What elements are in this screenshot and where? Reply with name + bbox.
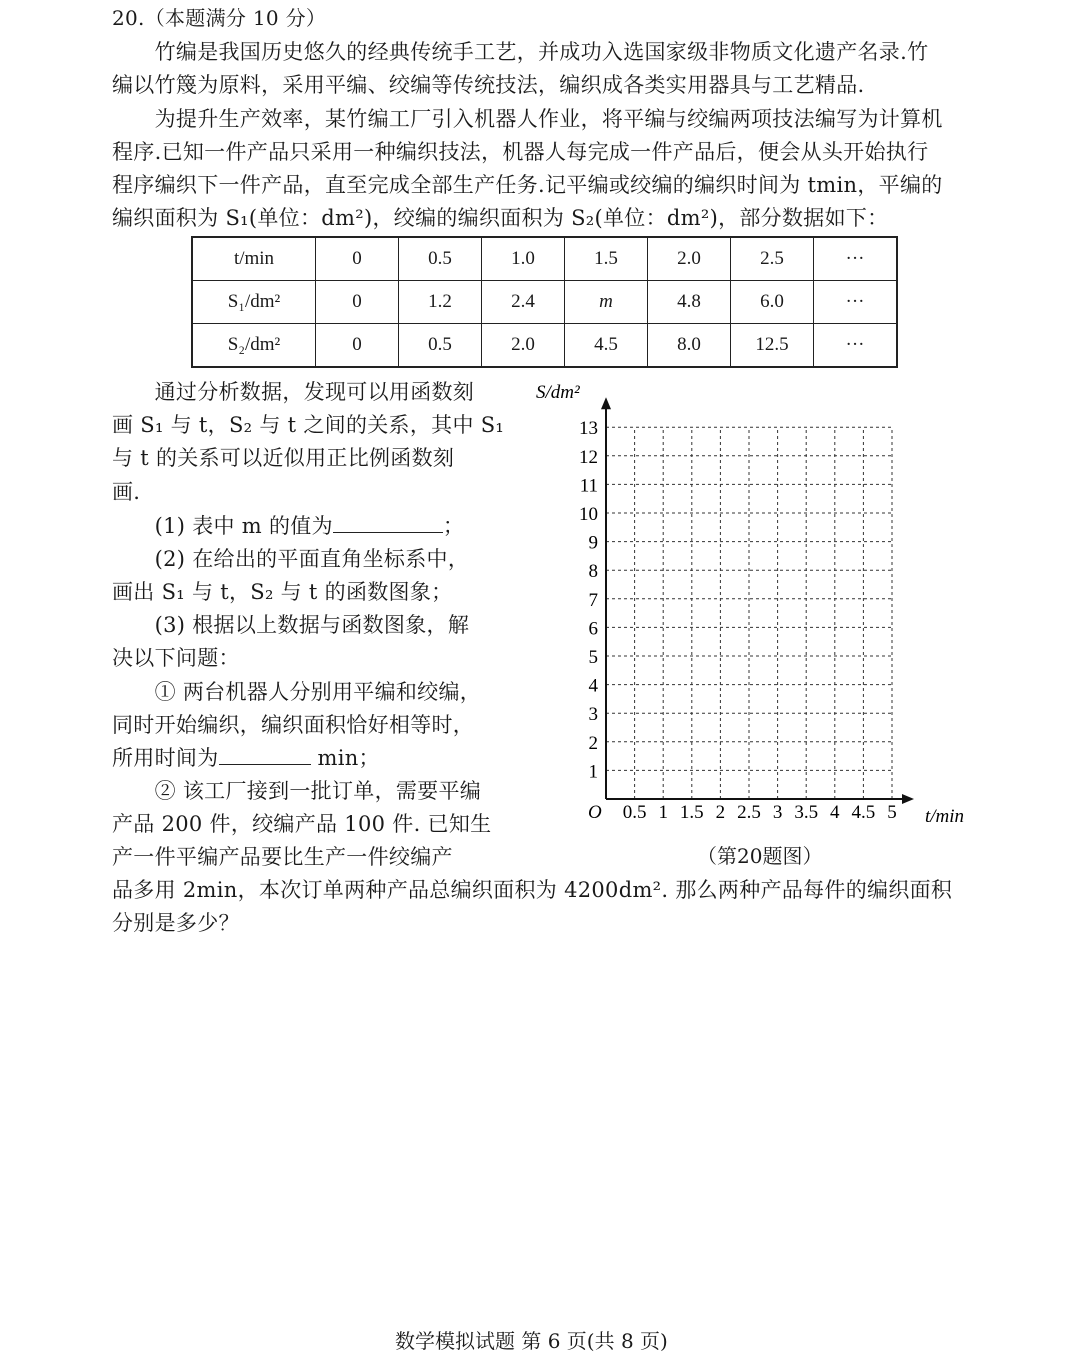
question-3b-line: 产品 200 件，绞编产品 100 件. 已知生 xyxy=(112,812,492,836)
table-cell: m xyxy=(565,281,648,324)
y-tick-label: 8 xyxy=(588,561,598,583)
question-2-line: 画出 S₁ 与 t，S₂ 与 t 的函数图象； xyxy=(112,580,453,604)
question-3b-line: 品多用 2min，本次订单两种产品总编织面积为 4200dm². 那么两种产品每件的编织面积 xyxy=(112,878,953,902)
x-tick-label: 4.5 xyxy=(851,802,876,823)
table-cell: 0 xyxy=(316,281,399,324)
y-tick-label: 9 xyxy=(588,532,598,554)
answer-blank[interactable] xyxy=(333,532,443,533)
table-cell: ··· xyxy=(814,237,898,281)
question-3a-answer-line xyxy=(112,742,380,772)
y-tick-label: 2 xyxy=(588,732,598,754)
table-cell: 6.0 xyxy=(731,281,814,324)
y-tick-label: 5 xyxy=(588,647,598,668)
table-cell: 2.0 xyxy=(648,237,731,281)
x-axis-label: t/min xyxy=(925,806,965,827)
question-3a-line: ① 两台机器人分别用平编和绞编， xyxy=(112,680,482,704)
table-cell: 1.0 xyxy=(482,237,565,281)
x-tick-label: 1 xyxy=(658,802,668,823)
table-cell: 2.0 xyxy=(482,324,565,368)
y-tick-label: 13 xyxy=(579,418,598,440)
x-tick-label: 5 xyxy=(887,802,897,823)
intro-line: 为提升生产效率，某竹编工厂引入机器人作业，将平编与绞编两项技法编写为计算机 xyxy=(112,107,943,131)
x-tick-label: 4 xyxy=(830,802,840,823)
table-cell: 0 xyxy=(316,324,399,368)
table-header-cell: t/min xyxy=(192,237,316,281)
table-cell: 0 xyxy=(316,237,399,281)
y-tick-label: 12 xyxy=(579,446,598,468)
table-cell: ··· xyxy=(814,324,898,368)
answer-blank[interactable] xyxy=(219,764,311,765)
question-3a-line: 同时开始编织，编织面积恰好相等时， xyxy=(112,713,475,737)
table-row xyxy=(192,324,897,368)
intro-line: 程序.已知一件产品只采用一种编织技法，机器人每完成一件产品后，便会从头开始执行 xyxy=(112,140,929,164)
question-1 xyxy=(112,510,464,540)
figure-caption: （第20题图） xyxy=(697,844,823,868)
table-header-cell: S₁/dm² xyxy=(192,281,316,324)
question-3a-suffix: min； xyxy=(310,746,380,770)
analysis-line: 通过分析数据，发现可以用函数刻 xyxy=(112,380,475,404)
x-tick-label: 3.5 xyxy=(794,802,819,823)
table-cell: 0.5 xyxy=(399,237,482,281)
intro-line: 编以竹篾为原料，采用平编、绞编等传统技法，编织成各类实用器具与工艺精品. xyxy=(112,73,865,97)
table-cell: 2.4 xyxy=(482,281,565,324)
y-tick-label: 10 xyxy=(579,504,598,525)
y-tick-label: 7 xyxy=(588,589,598,611)
coordinate-grid[interactable] xyxy=(520,372,1000,842)
table-cell: 0.5 xyxy=(399,324,482,368)
question-1-suffix: ； xyxy=(442,514,465,538)
y-tick-label: 4 xyxy=(588,675,598,697)
table-cell: 12.5 xyxy=(731,324,814,368)
problem-heading: 20.（本题满分 10 分） xyxy=(112,6,327,30)
analysis-line: 与 t 的关系可以近似用正比例函数刻 xyxy=(112,446,455,470)
origin-label: O xyxy=(588,802,602,823)
y-tick-label: 3 xyxy=(588,704,598,726)
table-header-cell: S₂/dm² xyxy=(192,324,316,368)
table-row xyxy=(192,237,897,281)
x-tick-label: 2 xyxy=(715,802,726,823)
table-cell: 1.2 xyxy=(399,281,482,324)
question-3b-line: 产一件平编产品要比生产一件绞编产 xyxy=(112,845,453,869)
intro-line: 竹编是我国历史悠久的经典传统手工艺，并成功入选国家级非物质文化遗产名录.竹 xyxy=(112,40,929,64)
y-axis-label: S/dm² xyxy=(536,382,580,403)
y-tick-label: 1 xyxy=(588,761,598,783)
table-cell: 4.8 xyxy=(648,281,731,324)
question-3-line: 决以下问题： xyxy=(112,646,240,670)
x-tick-label: 0.5 xyxy=(622,802,647,823)
question-1-text: (1) 表中 m 的值为 xyxy=(112,514,333,538)
table-cell: ··· xyxy=(814,281,898,324)
analysis-line: 画. xyxy=(112,480,141,504)
table-cell: 1.5 xyxy=(565,237,648,281)
table-cell: 4.5 xyxy=(565,324,648,368)
question-3a-prefix: 所用时间为 xyxy=(112,746,219,770)
data-table xyxy=(191,236,898,368)
analysis-line: 画 S₁ 与 t，S₂ 与 t 之间的关系，其中 S₁ xyxy=(112,413,505,437)
intro-line: 编织面积为 S₁(单位：dm²)，绞编的编织面积为 S₂(单位：dm²)，部分数据如下： xyxy=(112,206,889,230)
table-cell: 2.5 xyxy=(731,237,814,281)
question-2-line: (2) 在给出的平面直角坐标系中， xyxy=(112,547,470,571)
y-tick-label: 11 xyxy=(579,475,598,497)
y-tick-label: 6 xyxy=(588,618,598,640)
x-tick-label: 2.5 xyxy=(737,802,761,823)
y-axis-arrow xyxy=(601,397,611,409)
x-tick-label: 3 xyxy=(772,802,783,823)
intro-line: 程序编织下一件产品，直至完成全部生产任务.记平编或绞编的编织时间为 tmin，平编的 xyxy=(112,173,943,197)
x-tick-label: 1.5 xyxy=(679,802,704,823)
question-3-line: (3) 根据以上数据与函数图象，解 xyxy=(112,613,470,637)
table-cell: 8.0 xyxy=(648,324,731,368)
x-axis-arrow xyxy=(902,794,914,804)
table-row xyxy=(192,281,897,324)
question-3b-line: 分别是多少？ xyxy=(112,911,240,935)
page-footer: 数学模拟试题 第 6 页(共 8 页) xyxy=(395,1329,668,1353)
question-3b-line: ② 该工厂接到一批订单，需要平编 xyxy=(112,779,482,803)
